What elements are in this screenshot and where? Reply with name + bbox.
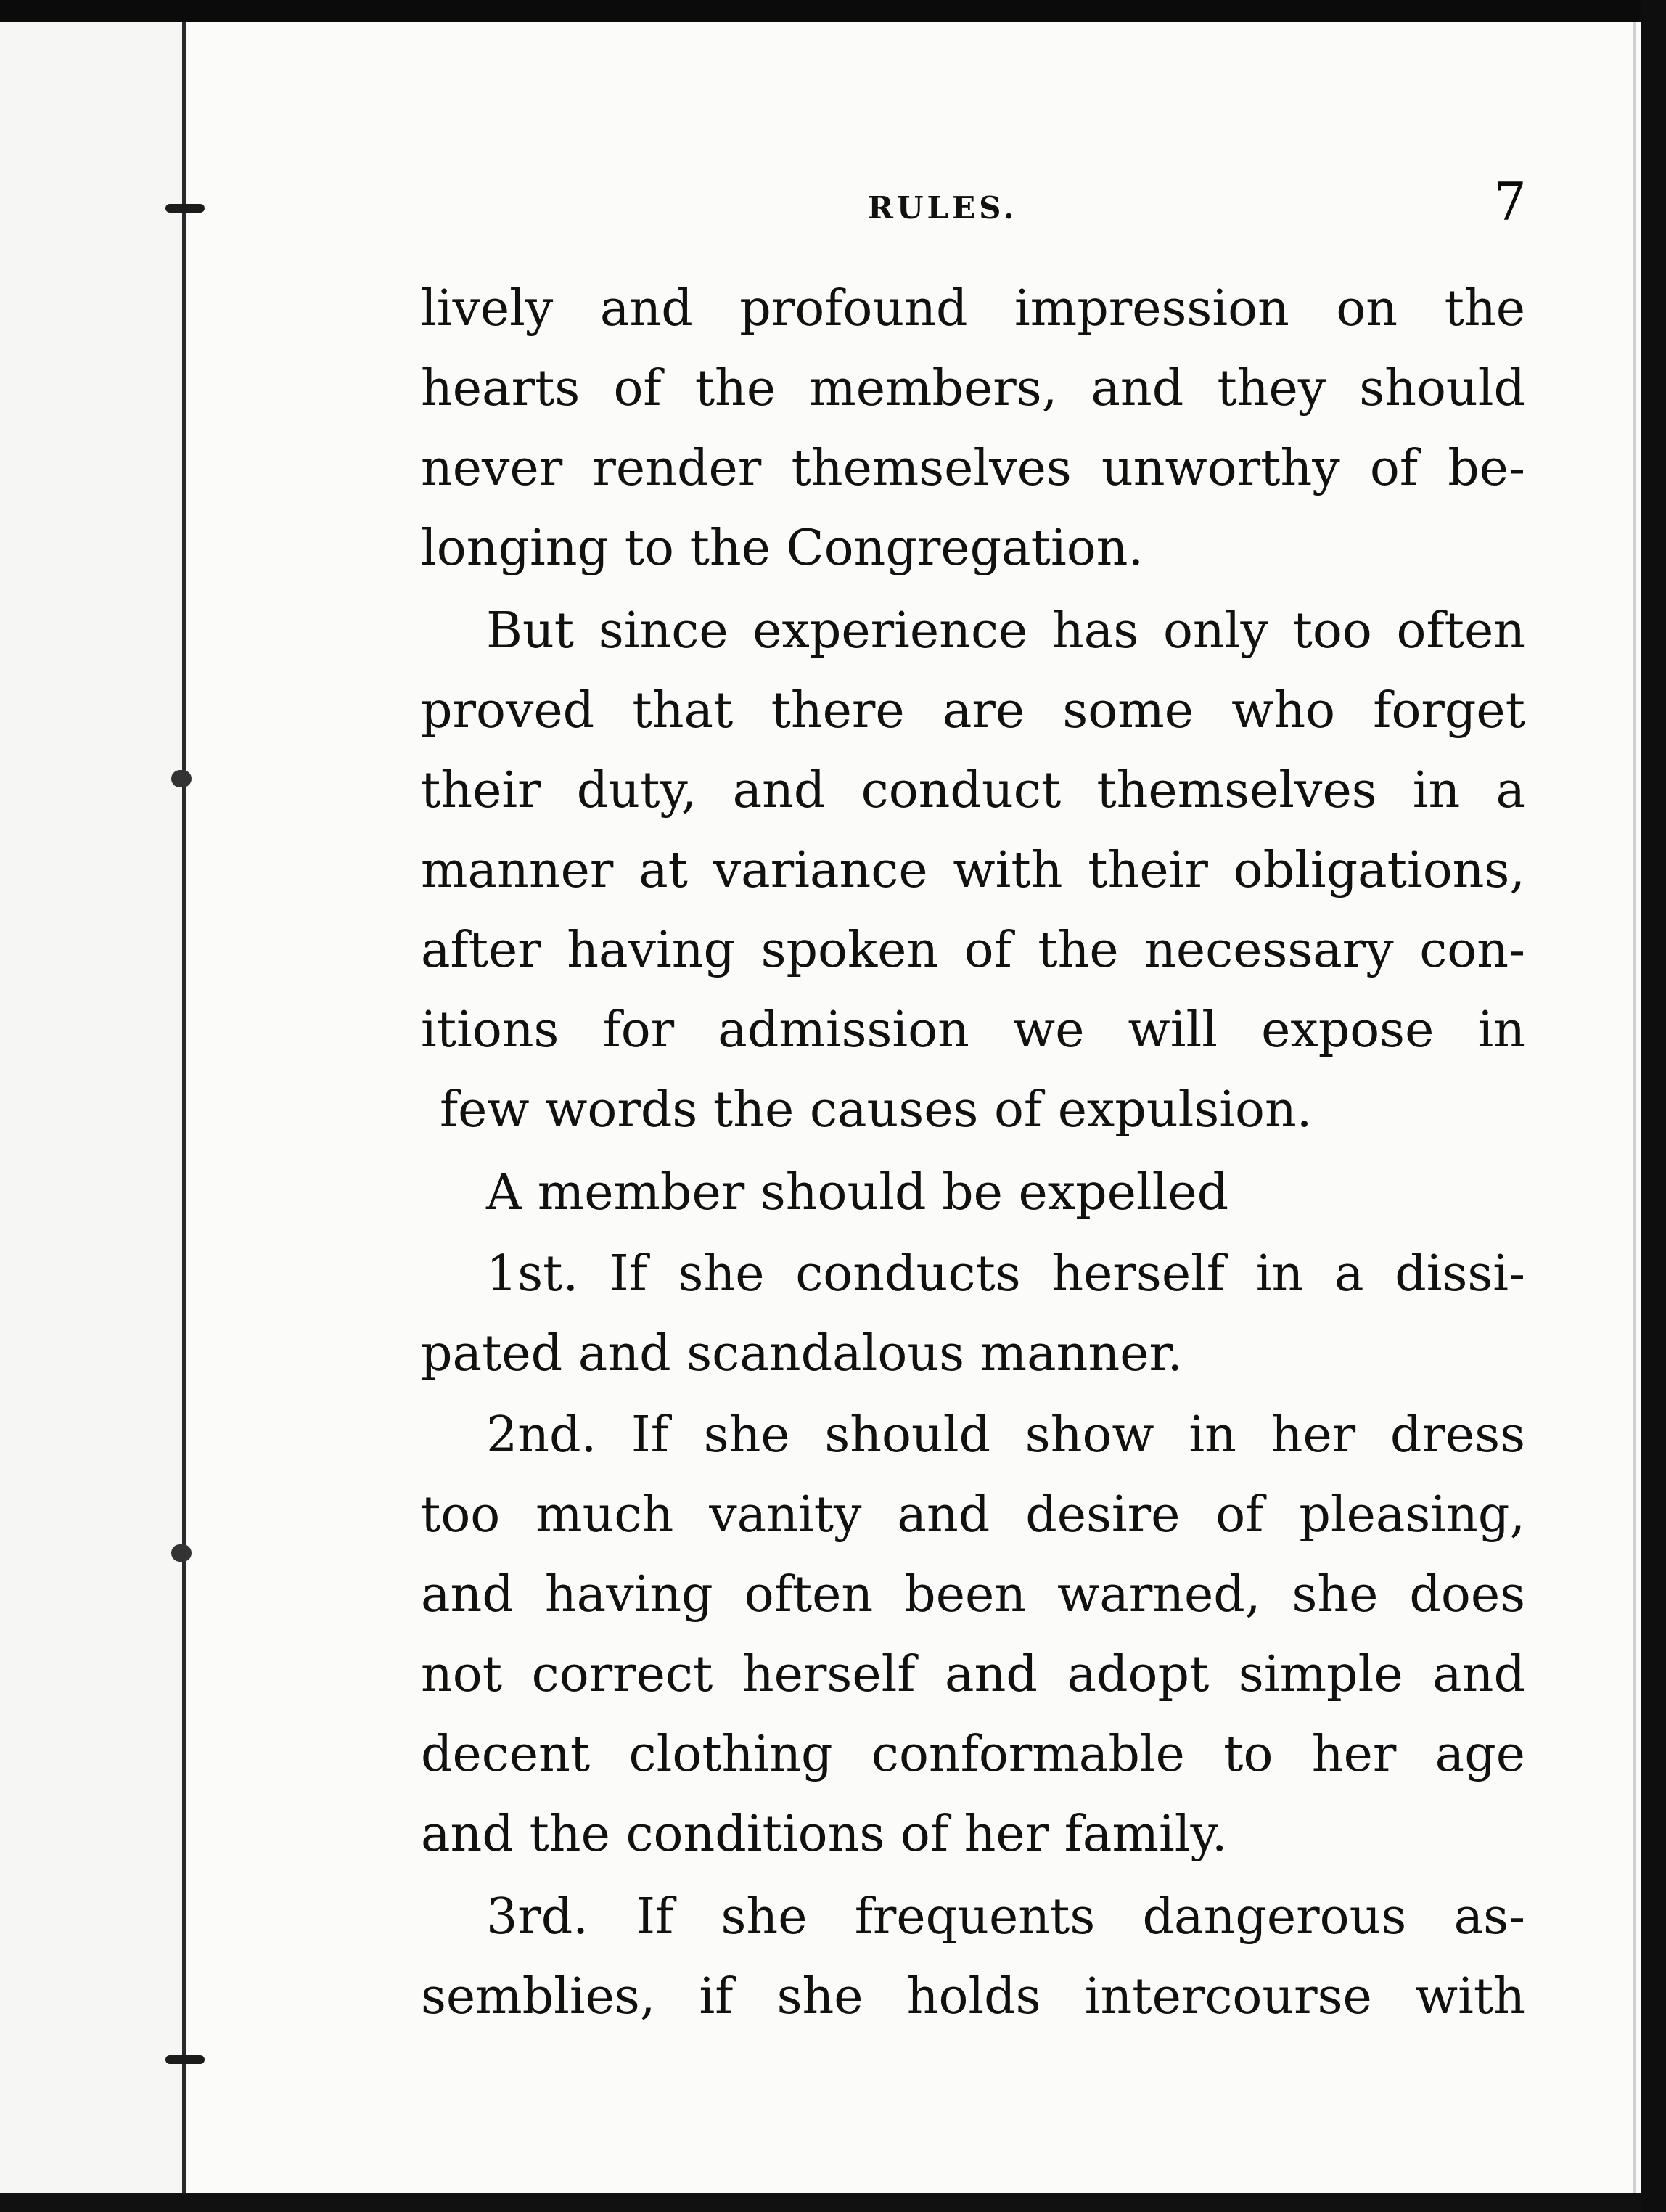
binding-stitch xyxy=(171,1544,192,1562)
text-line: But since experience has only too often xyxy=(486,602,1525,660)
text-line: and the conditions of her family. xyxy=(421,1806,1228,1863)
text-line: pated and scandalous manner. xyxy=(421,1325,1183,1382)
binding-spine-line xyxy=(182,22,186,2193)
binding-stitch xyxy=(165,204,205,213)
text-line: lively and profound impression on the xyxy=(421,280,1525,337)
text-line: proved that there are some who forget xyxy=(421,682,1525,740)
text-line: never render themselves unworthy of be- xyxy=(421,440,1525,497)
text-line: too much vanity and desire of pleasing, xyxy=(421,1486,1525,1544)
text-line: longing to the Congregation. xyxy=(421,520,1144,577)
gutter-margin xyxy=(0,22,182,2193)
text-line: 1st. If she conducts herself in a dissi- xyxy=(486,1245,1525,1303)
text-line: decent clothing conformable to her age xyxy=(421,1726,1525,1783)
text-line: itions for admission we will expose in xyxy=(421,1001,1525,1059)
text-line: few words the causes of expulsion. xyxy=(440,1081,1313,1139)
text-line: 2nd. If she should show in her dress xyxy=(486,1406,1525,1464)
running-head: RULES. xyxy=(868,190,1018,226)
text-line: and having often been warned, she does xyxy=(421,1566,1525,1623)
text-line: their duty, and conduct themselves in a xyxy=(421,762,1525,819)
text-line: after having spoken of the necessary con- xyxy=(421,922,1525,979)
binding-stitch xyxy=(165,2055,205,2064)
text-line: semblies, if she holds intercourse with xyxy=(421,1968,1525,2025)
text-line: 3rd. If she frequents dangerous as- xyxy=(486,1888,1525,1946)
binding-stitch xyxy=(171,770,192,787)
text-line: manner at variance with their obligations, xyxy=(421,842,1525,899)
text-line: A member should be expelled xyxy=(486,1164,1229,1221)
scan-border-right xyxy=(1641,0,1666,2212)
scan-border-top xyxy=(0,0,1666,22)
page-edge xyxy=(1633,22,1636,2193)
text-line: hearts of the members, and they should xyxy=(421,360,1525,417)
scan-border-bottom xyxy=(0,2193,1666,2212)
page-number: 7 xyxy=(1493,171,1527,232)
text-line: not correct herself and adopt simple and xyxy=(421,1646,1525,1703)
